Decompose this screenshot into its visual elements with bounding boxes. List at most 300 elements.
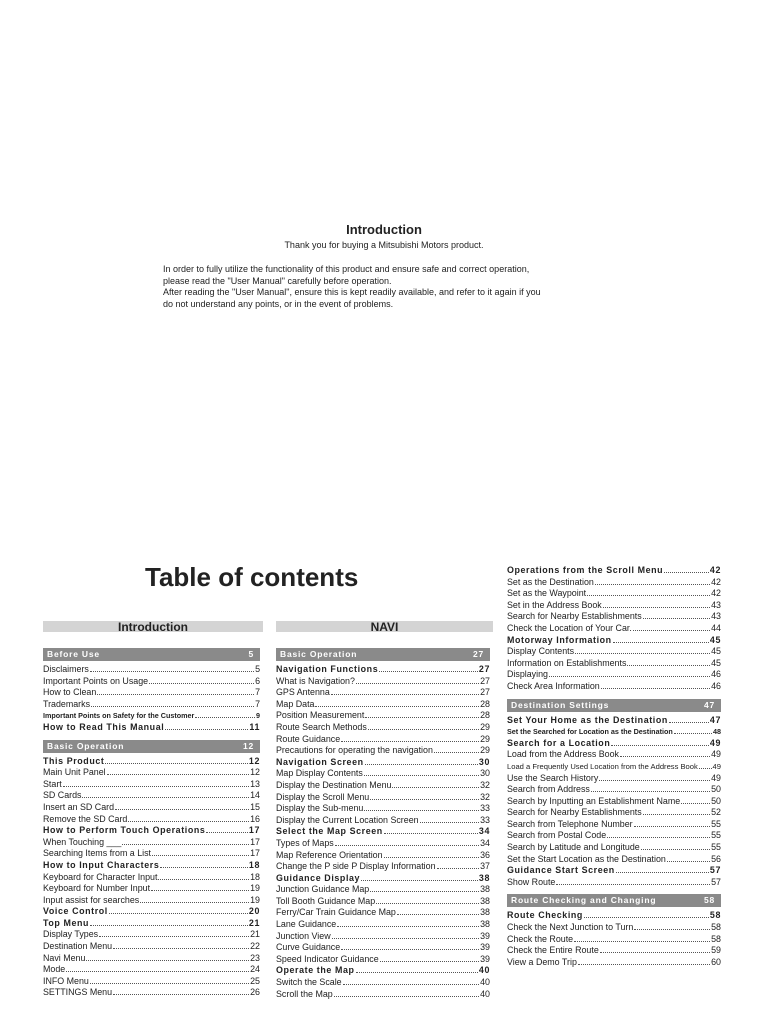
entry-title: Keyboard for Number Input [43,883,151,894]
entry-page: 57 [711,876,721,887]
toc-entry [43,779,260,791]
entry-page: 58 [711,933,721,944]
entry-title: SD Cards [43,790,82,801]
toc-entry [507,842,721,854]
dot-leader [549,676,710,677]
dot-leader [66,971,249,972]
entry-page: 49 [712,761,721,771]
entry-title: Guidance Start Screen [507,865,615,876]
entry-title: Input assist for searches [43,894,140,905]
intro-line: In order to fully utilize the functionality of this product and ensure safe and correct operation, [163,264,530,274]
section-page: 12 [242,740,254,751]
dot-leader [595,584,710,585]
entry-page: 36 [480,849,490,860]
dot-leader [600,952,710,953]
dot-leader [195,717,255,718]
entry-page: 39 [480,953,490,964]
toc-entry [43,976,260,988]
toc-entry [276,699,490,711]
intro-line: please read the "User Manual" carefully before operation. [163,275,392,286]
entry-title: Keyboard for Character Input [43,871,158,882]
toc-entry [507,588,721,600]
section-page: 5 [248,649,254,659]
toc-entry [507,761,721,773]
entry-page: 58 [711,922,721,933]
toc-entry [507,819,721,831]
entry-title: GPS Antenna [276,687,330,698]
dot-leader [107,774,249,775]
entry-title: Insert an SD Card [43,801,115,812]
entry-page: 38 [480,919,490,930]
intro-line: After reading the "User Manual", ensure this is kept readily available, and refer to it again if you [163,287,541,298]
entry-title: Set in the Address Book [507,599,602,610]
toc-entry [43,953,260,965]
dot-leader [113,994,249,995]
entry-title: Trademarks [43,698,91,709]
toc-entry [507,922,721,934]
entry-page: 22 [250,941,260,952]
dot-leader [365,764,478,765]
entry-title: View a Demo Trip [507,956,577,967]
toc-entry [507,646,721,658]
toc-entry [276,687,490,699]
dot-leader [643,618,710,619]
entry-page: 57 [709,865,721,876]
dot-leader [699,768,712,769]
entry-page: 40 [480,977,490,988]
dot-leader [364,775,479,776]
entry-title: Route Search Methods [276,721,367,732]
section-header [507,894,721,907]
entry-title: Display the Sub-menu [276,803,364,814]
entry-title: Operations from the Scroll Menu [507,565,664,575]
toc-entry [43,860,260,872]
entry-page: 59 [711,945,721,956]
entry-title: Navigation Screen [276,756,364,767]
dot-leader [616,872,709,873]
toc-entry [43,941,260,953]
entry-page: 50 [711,784,721,795]
entry-title: Display Contents [507,646,575,657]
dot-leader [587,595,710,596]
entry-title: Set the Searched for Location as the Destination [507,727,673,737]
entry-page: 47 [709,714,721,725]
entry-page: 46 [711,669,721,680]
dot-leader [397,914,479,915]
dot-leader [641,849,710,850]
toc-entry [507,635,721,647]
entry-title: Search from Postal Code [507,830,607,841]
toc-entry [43,802,260,814]
section-page: 47 [703,699,715,710]
toc-entry [276,942,490,954]
entry-page: 32 [480,791,490,802]
entry-title: Lane Guidance [276,919,337,930]
toc-entry [43,687,260,699]
toc-entry [507,957,721,969]
entry-title: Types of Maps [276,837,334,848]
entry-title: How to Read This Manual [43,721,165,732]
dot-leader [341,949,479,950]
entry-title: Load from the Address Book [507,749,619,760]
dot-leader [664,572,709,573]
entry-title: Check the Next Junction to Turn [507,922,634,933]
dot-leader [331,694,479,695]
toc-entry [276,710,490,722]
dot-leader [599,780,710,781]
toc-entry [276,919,490,931]
entry-title: Important Points on Safety for the Customer [43,711,195,721]
toc-entry [507,600,721,612]
toc-entry [276,745,490,757]
entry-title: Check the Entire Route [507,945,599,956]
entry-page: 33 [480,803,490,814]
toc-entry [276,977,490,989]
dot-leader [627,665,710,666]
toc-entry [507,784,721,796]
dot-leader [380,961,479,962]
entry-page: 12 [248,755,260,766]
dot-leader [611,745,709,746]
toc-entry [507,865,721,877]
dot-leader [591,791,710,792]
entry-title: Toll Booth Guidance Map [276,895,376,906]
entry-title: Check Area Information [507,680,600,691]
entry-page: 56 [711,853,721,864]
entry-page: 28 [480,710,490,721]
dot-leader [634,826,710,827]
entry-page: 25 [250,975,260,986]
entry-page: 43 [711,611,721,622]
dot-leader [335,845,479,846]
toc-entry [276,954,490,966]
entry-page: 38 [480,907,490,918]
entry-title: Main Unit Panel [43,767,106,778]
dot-leader [91,706,254,707]
dot-leader [620,756,710,757]
entry-page: 45 [709,634,721,645]
toc-column-2 [276,648,490,1000]
entry-title: Switch the Scale [276,977,342,988]
entry-page: 49 [711,749,721,760]
entry-page: 21 [248,917,260,928]
dot-leader [90,925,248,926]
entry-title: Start [43,778,62,789]
entry-page: 42 [711,576,721,587]
dot-leader [160,867,248,868]
toc-entry [276,664,490,676]
entry-title: Check the Route [507,933,574,944]
dot-leader [634,929,710,930]
entry-title: Map Display Contents [276,768,363,779]
entry-page: 39 [480,942,490,953]
entry-title: Navi Menu [43,952,86,963]
toc-entry [507,611,721,623]
entry-title: Remove the SD Card [43,813,128,824]
entry-page: 45 [711,646,721,657]
dot-leader [384,857,480,858]
entry-title: Curve Guidance [276,942,341,953]
dot-leader [601,688,710,689]
toc-entry [43,790,260,802]
dot-leader [356,972,478,973]
entry-page: 48 [713,727,721,737]
entry-page: 26 [250,987,260,998]
col1-heading: Introduction [43,621,263,632]
entry-title: Display the Current Location Screen [276,814,419,825]
dot-leader [334,996,479,997]
toc-entry [43,872,260,884]
entry-title: Precautions for operating the navigation [276,745,433,756]
entry-page: 32 [480,779,490,790]
entry-page: 46 [711,680,721,691]
entry-title: Searching Items from a List [43,848,152,859]
dot-leader [603,607,710,608]
dot-leader [633,630,710,631]
dot-leader [165,729,248,730]
toc-entry [276,803,490,815]
toc-entry [43,699,260,711]
toc-entry [276,965,490,977]
entry-title: Voice Control [43,906,108,917]
dot-leader [420,822,480,823]
toc-entry [276,861,490,873]
dot-leader [63,786,249,787]
entry-page: 34 [480,837,490,848]
dot-leader [140,902,249,903]
toc-entry [43,964,260,976]
dot-leader [315,706,479,707]
entry-page: 40 [480,988,490,999]
entry-page: 43 [711,599,721,610]
entry-title: Display Types [43,929,99,940]
entry-page: 13 [250,778,260,789]
section-title: Route Checking and Changing [511,895,657,906]
dot-leader [90,983,249,984]
entry-title: Ferry/Car Train Guidance Map [276,907,396,918]
entry-title: Top Menu [43,917,90,928]
entry-title: When Touching ___ [43,836,122,847]
toc-entry [276,780,490,792]
entry-page: 55 [711,830,721,841]
toc-entry [43,837,260,849]
dot-leader [158,879,249,880]
entry-page: 14 [250,790,260,801]
dot-leader [97,694,254,695]
dot-leader [206,832,248,833]
toc-entry [507,910,721,922]
dot-leader [113,948,249,949]
entry-page: 7 [255,698,260,709]
entry-title: Junction Guidance Map [276,884,370,895]
toc-entry [276,768,490,780]
entry-page: 40 [478,965,490,976]
toc-entry [276,896,490,908]
entry-page: 52 [711,807,721,818]
section-title: Basic Operation [47,740,125,751]
intro-title: Introduction [346,222,422,237]
section-title: Basic Operation [280,649,358,659]
dot-leader [86,960,249,961]
dot-leader [109,913,248,914]
entry-title: Load a Frequently Used Location from the Address Book [507,761,698,771]
entry-page: 19 [250,883,260,894]
entry-title: Set Your Home as the Destination [507,714,668,725]
toc-entry [43,722,260,734]
toc-entry [43,710,260,722]
entry-title: Destination Menu [43,941,113,952]
toc-entry [507,945,721,957]
entry-page: 21 [250,929,260,940]
entry-page: 30 [480,768,490,779]
entry-title: Position Measurement [276,710,365,721]
toc-entry [276,884,490,896]
intro-line: do not understand any points, or in the event of problems. [163,298,394,309]
toc-entry [507,830,721,842]
entry-page: 49 [711,772,721,783]
entry-page: 33 [480,814,490,825]
entry-title: Map Data [276,698,315,709]
dot-leader [105,763,247,764]
toc-entry [43,895,260,907]
entry-page: 42 [709,565,721,575]
toc-entry [43,929,260,941]
dot-leader [332,938,480,939]
entry-title: Important Points on Usage [43,675,149,686]
toc-entry [276,838,490,850]
dot-leader [613,642,709,643]
entry-title: What is Navigation? [276,675,355,686]
toc-entry [507,681,721,693]
toc-entry [507,796,721,808]
entry-page: 34 [478,826,490,837]
toc-entry [43,756,260,768]
dot-leader [669,722,709,723]
section-page: 58 [703,895,715,906]
dot-leader [376,903,479,904]
section-header [43,740,260,753]
entry-title: Display the Destination Menu [276,779,392,790]
dot-leader [667,861,710,862]
entry-page: 6 [255,675,260,686]
entry-title: Display the Scroll Menu [276,791,370,802]
entry-title: Set as the Destination [507,576,594,587]
entry-page: 29 [480,745,490,756]
entry-title: Search by Latitude and Longitude [507,842,640,853]
dot-leader [578,964,710,965]
entry-title: Map Reference Orientation [276,849,383,860]
entry-page: 12 [250,767,260,778]
dot-leader [341,741,479,742]
toc-entry [507,623,721,635]
toc-entry [507,669,721,681]
toc-entry [276,757,490,769]
entry-page: 7 [255,687,260,698]
entry-title: Change the P side P Display Information [276,861,436,872]
entry-page: 55 [711,818,721,829]
dot-leader [365,717,479,718]
dot-leader [82,797,249,798]
entry-title: Search from Address [507,784,590,795]
dot-leader [99,936,249,937]
entry-page: 38 [480,884,490,895]
dot-leader [122,844,249,845]
entry-page: 55 [711,842,721,853]
entry-title: Search from Telephone Number [507,818,633,829]
dot-leader [434,752,479,753]
entry-page: 38 [480,895,490,906]
dot-leader [575,653,710,654]
section-page: 27 [472,649,484,659]
entry-page: 50 [711,795,721,806]
entry-title: Set as the Waypoint [507,588,587,599]
entry-title: Check the Location of Your Car. [507,622,632,633]
entry-title: Select the Map Screen [276,826,383,837]
dot-leader [607,837,710,838]
entry-title: SETTINGS Menu [43,987,113,998]
entry-page: 17 [248,825,260,836]
entry-page: 17 [250,836,260,847]
dot-leader [361,880,478,881]
intro-paragraph [163,264,613,310]
dot-leader [379,671,478,672]
entry-page: 29 [480,721,490,732]
section-header [276,648,490,661]
toc-entry [43,825,260,837]
dot-leader [152,855,249,856]
toc-entry [43,848,260,860]
toc-entry [507,658,721,670]
entry-page: 20 [248,906,260,917]
dot-leader [343,984,480,985]
entry-title: Speed Indicator Guidance [276,953,379,964]
toc-entry [43,883,260,895]
entry-title: This Product [43,755,105,766]
toc-entry [507,715,721,727]
entry-page: 17 [250,848,260,859]
toc-entry [276,734,490,746]
entry-page: 23 [250,952,260,963]
dot-leader [149,683,254,684]
entry-title: Information on Establishments [507,657,627,668]
entry-title: How to Clean [43,687,97,698]
dot-leader [674,733,712,734]
entry-page: 11 [249,721,260,732]
entry-title: Show Route [507,876,556,887]
toc-entry [43,676,260,688]
dot-leader [370,799,479,800]
section-title: Destination Settings [511,699,610,710]
entry-title: INFO Menu [43,975,89,986]
section-title: Before Use [47,649,100,659]
entry-page: 27 [478,664,490,674]
intro-thanks: Thank you for buying a Mitsubishi Motors product. [284,240,484,250]
entry-title: Junction View [276,930,331,941]
entry-title: Mode [43,964,66,975]
entry-title: Disclaimers [43,664,89,674]
toc-entry [43,987,260,999]
entry-title: Set the Start Location as the Destination [507,853,666,864]
dot-leader [90,671,254,672]
entry-page: 16 [250,813,260,824]
toc-entry [276,873,490,885]
toc-entry [43,767,260,779]
entry-page: 19 [250,894,260,905]
entry-page: 44 [711,622,721,633]
toc-entry [507,773,721,785]
entry-title: Displaying [507,669,548,680]
col2-heading: NAVI [276,621,493,632]
